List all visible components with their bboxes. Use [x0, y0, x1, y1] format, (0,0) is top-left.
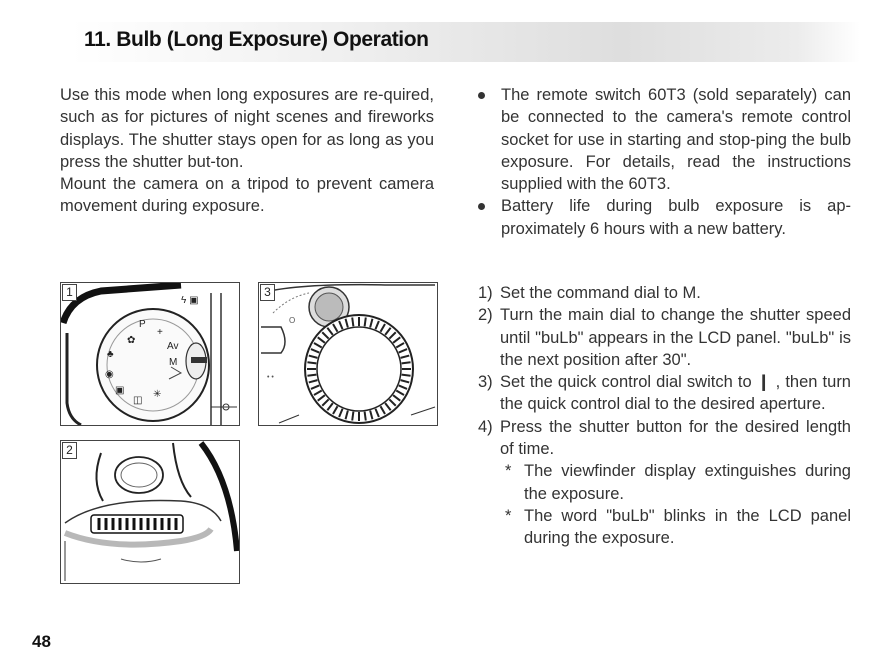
svg-text:▣: ▣: [115, 385, 125, 396]
svg-text:♣: ♣: [107, 349, 114, 360]
step-text: Set the quick control dial switch to ❙ , then turn the quick control dial to the desired aperture.: [500, 373, 851, 414]
steps-list: [478, 282, 851, 550]
step-number: 4): [478, 417, 493, 436]
note-asterisk: *: [505, 506, 512, 525]
svg-text:M: M: [169, 357, 178, 368]
svg-text:◉: ◉: [105, 369, 114, 380]
bullet-dot-icon: [478, 92, 485, 99]
left-column: [60, 84, 434, 218]
step-item: [478, 416, 851, 550]
step-item: [478, 304, 851, 371]
note-item: [500, 460, 851, 505]
note-asterisk: *: [505, 462, 512, 481]
note-text: The viewfinder display extinguishes during the exposure.: [524, 462, 851, 503]
figure-label: 3: [260, 284, 275, 301]
bullet-text: The remote switch 60T3 (sold separately) can be connected to the camera's remote control socket for use in starting and stop-ping the bulb exposure. For details, read the instructions supplied with the 60T3.: [501, 86, 851, 194]
step-item: [478, 282, 851, 304]
svg-text:+: +: [157, 327, 163, 338]
figure-label: 1: [62, 284, 77, 301]
svg-text:✿: ✿: [127, 335, 136, 346]
figure-3: [258, 282, 438, 426]
svg-text:Av: Av: [167, 341, 179, 352]
step-text: Press the shutter button for the desired length of time.: [500, 417, 851, 459]
bullet-item: [478, 84, 851, 195]
note-item: [500, 505, 851, 550]
step-text: Set the command dial to M.: [500, 284, 701, 302]
step-number: 1): [478, 284, 493, 302]
page-number: 48: [32, 632, 51, 651]
figure-1: [60, 282, 240, 426]
figure-label: 2: [62, 442, 77, 459]
step-number: 3): [478, 373, 493, 392]
step-item: [478, 371, 851, 416]
bullet-list: [478, 84, 851, 240]
tripod-paragraph: Mount the camera on a tripod to prevent camera movement during exposure.: [60, 175, 434, 216]
main-dial-illustration-icon: [61, 441, 239, 583]
command-dial-illustration-icon: [61, 283, 239, 425]
step-text: Turn the main dial to change the shutter speed until "buLb" appears in the LCD panel. "buLb" is the next position after 30".: [500, 306, 851, 369]
bullet-dot-icon: [478, 203, 485, 210]
svg-text:P: P: [139, 319, 146, 330]
svg-text:✳: ✳: [153, 389, 162, 400]
figure-2: [60, 440, 240, 584]
notes-list: [500, 460, 851, 549]
bullet-item: [478, 195, 851, 240]
quick-control-dial-illustration-icon: [259, 283, 437, 425]
note-text: The word "buLb" blinks in the LCD panel during the exposure.: [524, 506, 851, 548]
right-column: [478, 84, 851, 240]
intro-paragraph: Use this mode when long exposures are re-quired, such as for pictures of night scenes and fireworks displays. The shutter stays open for as long as you press the shutter but-ton.: [60, 86, 434, 171]
page-title: 11. Bulb (Long Exposure) Operation: [84, 28, 429, 51]
svg-text:O: O: [289, 316, 296, 325]
svg-text:ϟ ▣: ϟ ▣: [181, 295, 199, 306]
svg-text:◫: ◫: [133, 395, 143, 406]
step-number: 2): [478, 306, 493, 325]
svg-text:• •: • •: [267, 374, 274, 381]
bullet-text: Battery life during bulb exposure is ap-proximately 6 hours with a new battery.: [501, 197, 851, 238]
